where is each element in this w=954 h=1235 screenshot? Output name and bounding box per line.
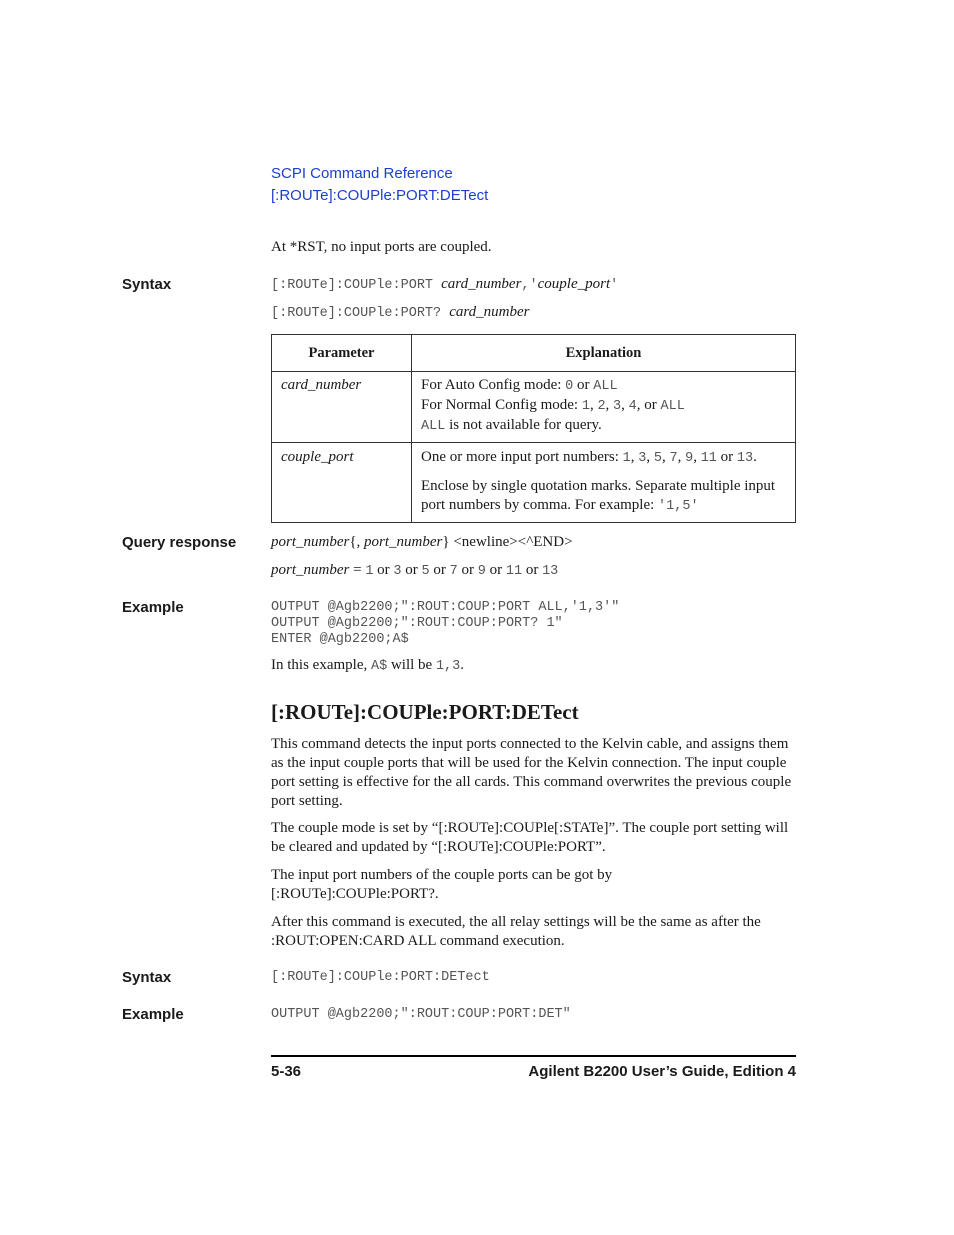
example-label-2: Example	[122, 1006, 184, 1023]
table-row	[272, 372, 796, 443]
example-detect-code: OUTPUT @Agb2200;":ROUT:COUP:PORT:DET"	[271, 1007, 571, 1022]
footer-page-number: 5-36	[271, 1063, 302, 1080]
example-code-block: OUTPUT @Agb2200;":ROUT:COUP:PORT ALL,'1,3'" OUTPUT @Agb2200;":ROUT:COUP:PORT? 1" ENTER @Agb2200;A$	[271, 600, 620, 647]
example-label: Example	[122, 599, 184, 616]
syntax-line-set: [:ROUTe]:COUPle:PORT card_number,'couple_port'	[271, 276, 619, 293]
table-header-explanation: Explanation	[412, 335, 796, 372]
example-result: In this example, A$ will be 1,3.	[271, 657, 464, 674]
paragraph-couple-mode: The couple mode is set by “[:ROUTe]:COUPle[:STATe]”. The couple port setting will be cleared and updated by “[:ROUTe]:COUPle:PORT”.	[271, 820, 789, 855]
header-command-title: [:ROUTe]:COUPle:PORT:DETect	[271, 187, 489, 204]
parameter-table	[271, 334, 796, 523]
section-heading: [:ROUTe]:COUPle:PORT:DETect	[271, 700, 579, 724]
table-row	[272, 443, 796, 523]
footer-rule	[271, 1055, 796, 1057]
param-card-number: card_number	[281, 377, 362, 393]
paragraph-relay-settings: After this command is executed, the all relay settings will be the same as after the :ROUT:OPEN:CARD ALL command execution.	[271, 914, 761, 949]
query-response-label: Query response	[122, 534, 237, 551]
explanation-card-number: For Auto Config mode: 0 or ALL For Normal Config mode: 1, 2, 3, 4, or ALL ALL is not available for query.	[421, 377, 685, 434]
rst-note: At *RST, no input ports are coupled.	[271, 239, 492, 255]
explanation-couple-port: One or more input port numbers: 1, 3, 5, 7, 9, 11 or 13. Enclose by single quotation marks. Separate multiple input port numbers by comma. For example: '1,5'	[421, 449, 776, 514]
header-section-title: SCPI Command Reference	[271, 165, 453, 182]
syntax-line-query: [:ROUTe]:COUPle:PORT? card_number	[271, 304, 530, 321]
syntax-label-2: Syntax	[122, 969, 172, 986]
paragraph-port-query: The input port numbers of the couple ports can be got by [:ROUTe]:COUPle:PORT?.	[271, 867, 613, 902]
table-header-row	[272, 335, 796, 372]
syntax-detect-command: [:ROUTe]:COUPle:PORT:DETect	[271, 970, 490, 985]
param-couple-port: couple_port	[281, 449, 354, 465]
table-header-parameter: Parameter	[272, 335, 412, 372]
query-response-values: port_number = 1 or 3 or 5 or 7 or 9 or 11 or 13	[271, 562, 559, 579]
query-response-format: port_number{, port_number} <newline><^END>	[271, 534, 573, 550]
syntax-label: Syntax	[122, 276, 172, 293]
paragraph-description: This command detects the input ports connected to the Kelvin cable, and assigns them as the input couple ports that will be used for the Kelvin connection. The input couple port setting is effective for the all cards. This command overwrites the previous couple port setting.	[271, 736, 792, 809]
footer-guide-title: Agilent B2200 User’s Guide, Edition 4	[528, 1063, 796, 1080]
